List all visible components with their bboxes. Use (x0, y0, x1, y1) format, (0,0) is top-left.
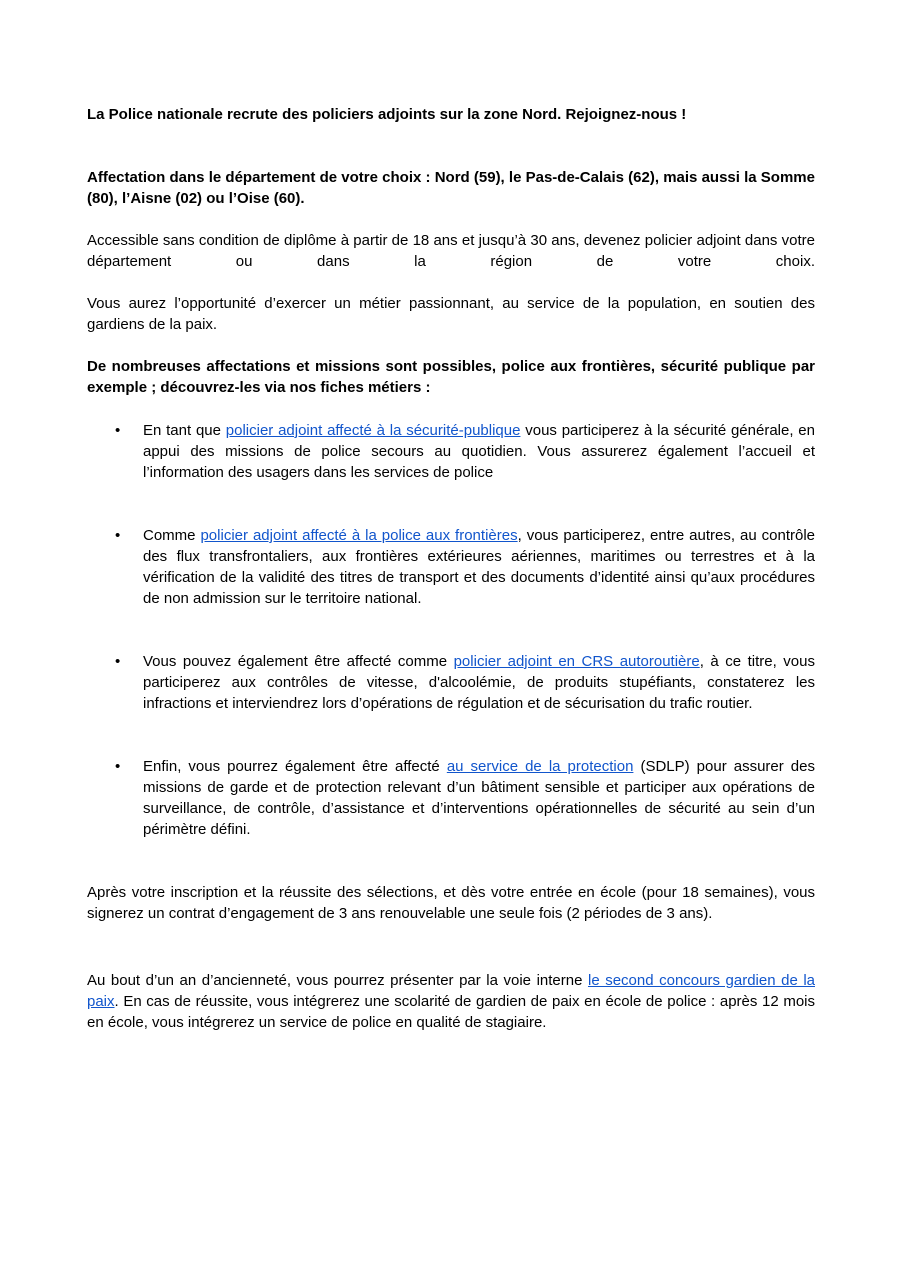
list-item-crs-autoroutiere: • Vous pouvez également être affecté comme policier adjoint en CRS autoroutière, à ce titre, vous participerez aux contrôles de vitesse, d'alcoolémie, de produits stupéfiants, constaterez les infractions et interviendrez lors d’opérations de régulation et de sécurisation du trafic routier. (87, 651, 815, 714)
list-item-police-frontieres: • Comme policier adjoint affecté à la police aux frontières, vous participerez, entre autres, au contrôle des flux transfrontaliers, aux frontières extérieures aériennes, maritimes ou terrestres et à la vérification de la validité des titres de transport et des documents d’identité ainsi qu’aux procédures de non admission sur le territoire national. (87, 525, 815, 609)
paragraph-missions-intro: De nombreuses affectations et missions sont possibles, police aux frontières, sécurité publique par exemple ; découvrez-les via nos fiches métiers : (87, 358, 815, 396)
paragraph-concours: Au bout d’un an d’ancienneté, vous pourrez présenter par la voie interne le second concours gardien de la paix. En cas de réussite, vous intégrerez une scolarité de gardien de paix en école de police : après 12 mois en école, vous intégrerez un service de police en qualité de stagiaire. (87, 972, 815, 1031)
inline-link[interactable]: policier adjoint en CRS autoroutière (453, 653, 700, 670)
list-item-securite-publique: • En tant que policier adjoint affecté à la sécurité-publique vous participerez à la sécurité générale, en appui des missions de police secours au quotidien. Vous assurerez également l’accueil et l’information des usagers dans les services de police (87, 420, 815, 483)
inline-link[interactable]: le second concours gardien de la paix (87, 972, 815, 1010)
paragraph-contrat: Après votre inscription et la réussite des sélections, et dès votre entrée en école (pour 18 semaines), vous signerez un contrat d’engagement de 3 ans renouvelable une seule fois (2 périodes de 3 ans). (87, 884, 815, 922)
paragraph-affectation: Affectation dans le département de votre choix : Nord (59), le Pas-de-Calais (62), mais aussi la Somme (80), l’Aisne (02) ou l’Oise (60). (87, 169, 815, 207)
inline-link[interactable]: au service de la protection (446, 758, 634, 775)
missions-list (87, 420, 815, 840)
document-title: La Police nationale recrute des policiers adjoints sur la zone Nord. Rejoignez-nous ! (87, 106, 687, 123)
list-item-sdlp: • Enfin, vous pourrez également être affecté au service de la protection (SDLP) pour assurer des missions de garde et de protection relevant d’un bâtiment sensible et participer aux opérations de surveillance, de contrôle, d’assistance et d’interventions opérationnelles de sécurité au sein d’un périmètre défini. (87, 756, 815, 840)
inline-link[interactable]: policier adjoint affecté à la police aux frontières (200, 527, 518, 544)
paragraph-accessible: Accessible sans condition de diplôme à partir de 18 ans et jusqu’à 30 ans, devenez policier adjoint dans votre département ou dans la région de votre choix. (87, 232, 815, 270)
inline-link[interactable]: policier adjoint affecté à la sécurité-publique (225, 422, 521, 439)
paragraph-opportunite: Vous aurez l’opportunité d’exercer un métier passionnant, au service de la population, en soutien des gardiens de la paix. (87, 295, 815, 333)
